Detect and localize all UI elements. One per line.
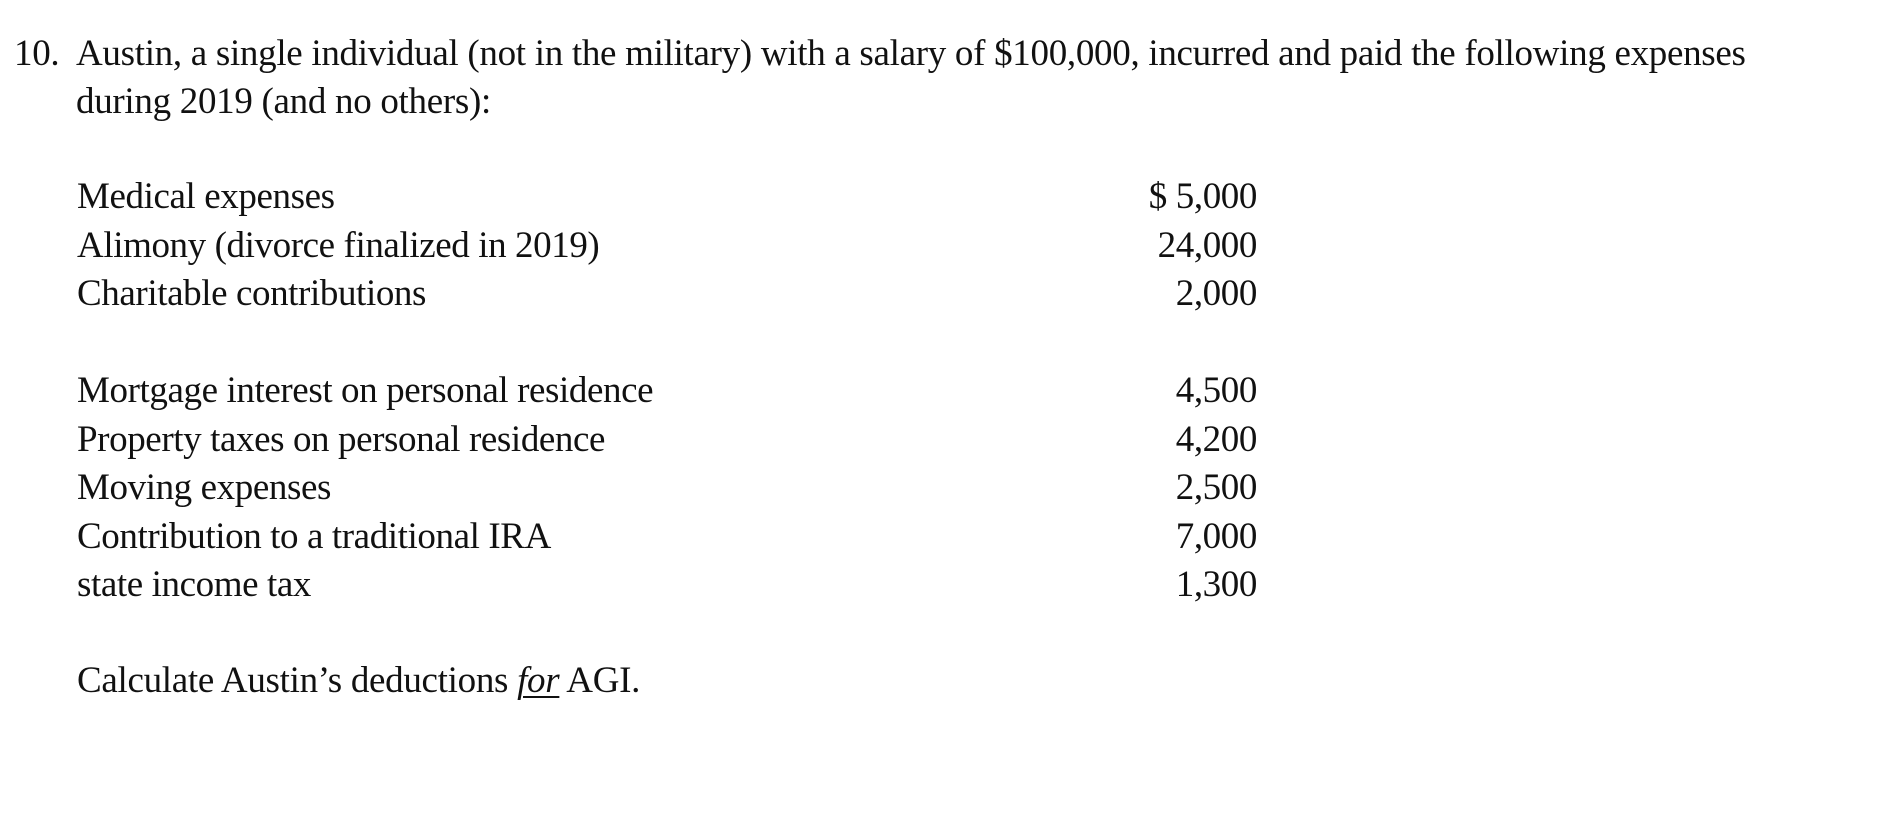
- expense-row: [77, 222, 1257, 271]
- expense-amount: 24,000: [1157, 224, 1257, 266]
- expense-row: [77, 270, 1257, 319]
- expense-row: [77, 367, 1257, 416]
- expense-label: Medical expenses: [77, 176, 335, 217]
- expense-amount: 7,000: [1175, 515, 1257, 557]
- expense-label: Alimony (divorce finalized in 2019): [77, 224, 600, 266]
- expense-amount: 4,200: [1175, 418, 1257, 460]
- stem-line-2: during 2019 (and no others):: [76, 81, 491, 122]
- expense-amount: 1,300: [1175, 564, 1257, 605]
- question-text-after: AGI.: [559, 660, 641, 701]
- expense-label: Moving expenses: [77, 467, 331, 508]
- problem-stem: [14, 30, 1874, 126]
- problem-question: [77, 657, 640, 705]
- expense-label: Mortgage interest on personal residence: [77, 370, 654, 411]
- expense-label: Charitable contributions: [77, 273, 427, 314]
- problem-stem-text: [14, 30, 1874, 126]
- question-emphasis: for: [517, 660, 560, 701]
- expense-amount: $ 5,000: [1148, 176, 1257, 217]
- problem-number: 10.: [14, 33, 60, 74]
- expense-amount: 2,500: [1175, 467, 1257, 508]
- expense-label: state income tax: [77, 564, 312, 605]
- question-text-before: Calculate Austin’s deductions: [77, 660, 518, 701]
- expense-row: [77, 416, 1257, 465]
- expense-amount: 2,000: [1175, 273, 1257, 314]
- expense-row: [77, 464, 1257, 513]
- expense-row: [77, 173, 1257, 222]
- expense-amount: 4,500: [1175, 370, 1257, 411]
- expense-table: [77, 173, 1257, 610]
- expense-label: Contribution to a traditional IRA: [77, 515, 551, 557]
- stem-line-1: Austin, a single individual (not in the military) with a salary of $100,000, incurred and paid the following expenses: [76, 33, 1746, 74]
- expense-row: [77, 561, 1257, 610]
- expense-label: Property taxes on personal residence: [77, 418, 606, 460]
- expense-row: [77, 513, 1257, 562]
